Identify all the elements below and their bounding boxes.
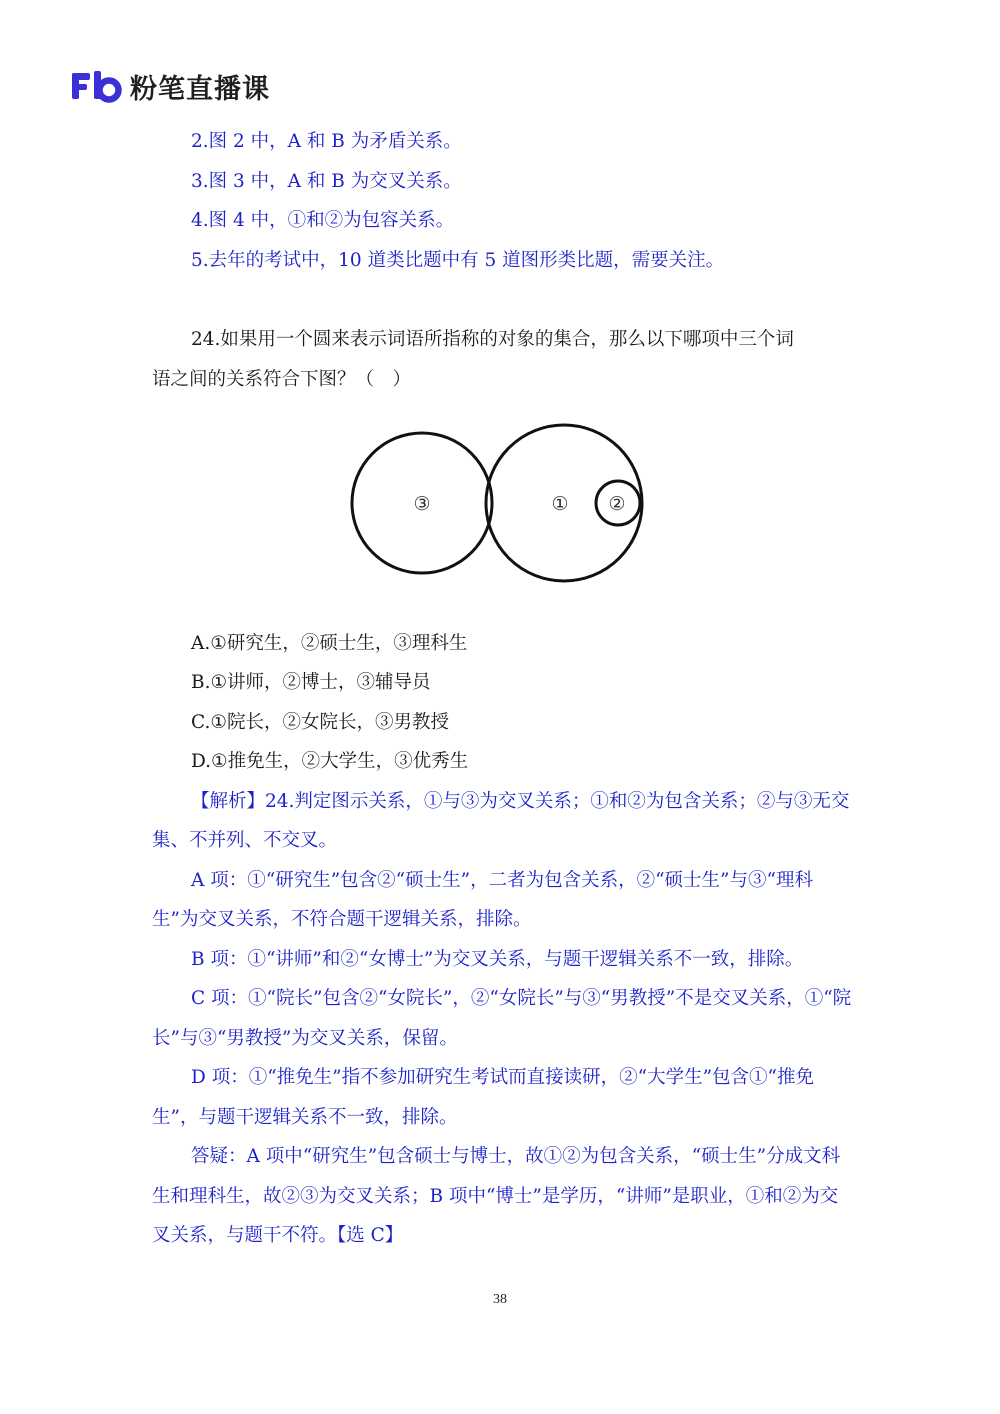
analysis-item: A 项：①“研究生”包含②“硕士生”，二者为包含关系，②“硕士生”与③“理科生”为交叉关系，不符合题干逻辑关系，排除。 bbox=[152, 869, 813, 930]
option-d: D.①推免生，②大学生，③优秀生 bbox=[191, 751, 469, 772]
spacer bbox=[152, 280, 852, 320]
option-c: C.①院长，②女院长，③男教授 bbox=[191, 711, 449, 733]
question-stem-cont: 语之间的关系符合下图？（ ） bbox=[152, 368, 412, 390]
label-3: ③ bbox=[413, 493, 431, 515]
note-line: 4.图 4 中，①和②为包容关系。 bbox=[191, 210, 455, 231]
label-1: ① bbox=[551, 493, 569, 515]
venn-diagram bbox=[152, 407, 852, 599]
option-a: A.①研究生，②硕士生，③理科生 bbox=[191, 632, 468, 654]
option-b: B.①讲师，②博士，③辅导员 bbox=[191, 672, 431, 693]
analysis-intro: 【解析】24.判定图示关系，①与③为交叉关系；①和②为包含关系；②与③无交集、不并列、不交叉。 bbox=[152, 790, 850, 851]
note-line: 3.图 3 中，A 和 B 为交叉关系。 bbox=[191, 170, 462, 192]
note-line: 5.去年的考试中，10 道类比题中有 5 道图形类比题，需要关注。 bbox=[191, 249, 725, 271]
fb-logo-icon bbox=[70, 69, 122, 103]
analysis-item: D 项：①“推免生”指不参加研究生考试而直接读研，②“大学生”包含①“推免生”，与题干逻辑关系不一致，排除。 bbox=[152, 1067, 815, 1128]
note-line: 2.图 2 中，A 和 B 为矛盾关系。 bbox=[191, 131, 462, 152]
analysis-item: B 项：①“讲师”和②“女博士”为交叉关系，与题干逻辑关系不一致，排除。 bbox=[191, 948, 804, 970]
analysis-item: C 项：①“院长”包含②“女院长”，②“女院长”与③“男教授”不是交叉关系，①“院长”与③“男教授”为交叉关系，保留。 bbox=[152, 988, 852, 1049]
page-number: 38 bbox=[493, 1292, 507, 1307]
label-2: ② bbox=[608, 493, 626, 515]
page-content bbox=[152, 122, 852, 1256]
question-stem: 24.如果用一个圆来表示词语所指称的对象的集合，那么以下哪项中三个词 bbox=[191, 329, 794, 350]
analysis-answer: 答疑：A 项中“研究生”包含硕士与博士，故①②为包含关系，“硕士生”分成文科生和理科生，故②③为交叉关系；B 项中“博士”是学历，“讲师”是职业，①和②为交叉关系，与题干不符。【选 C】 bbox=[152, 1146, 841, 1246]
brand-name: 粉笔直播课 bbox=[130, 73, 270, 105]
page-header bbox=[70, 66, 270, 106]
